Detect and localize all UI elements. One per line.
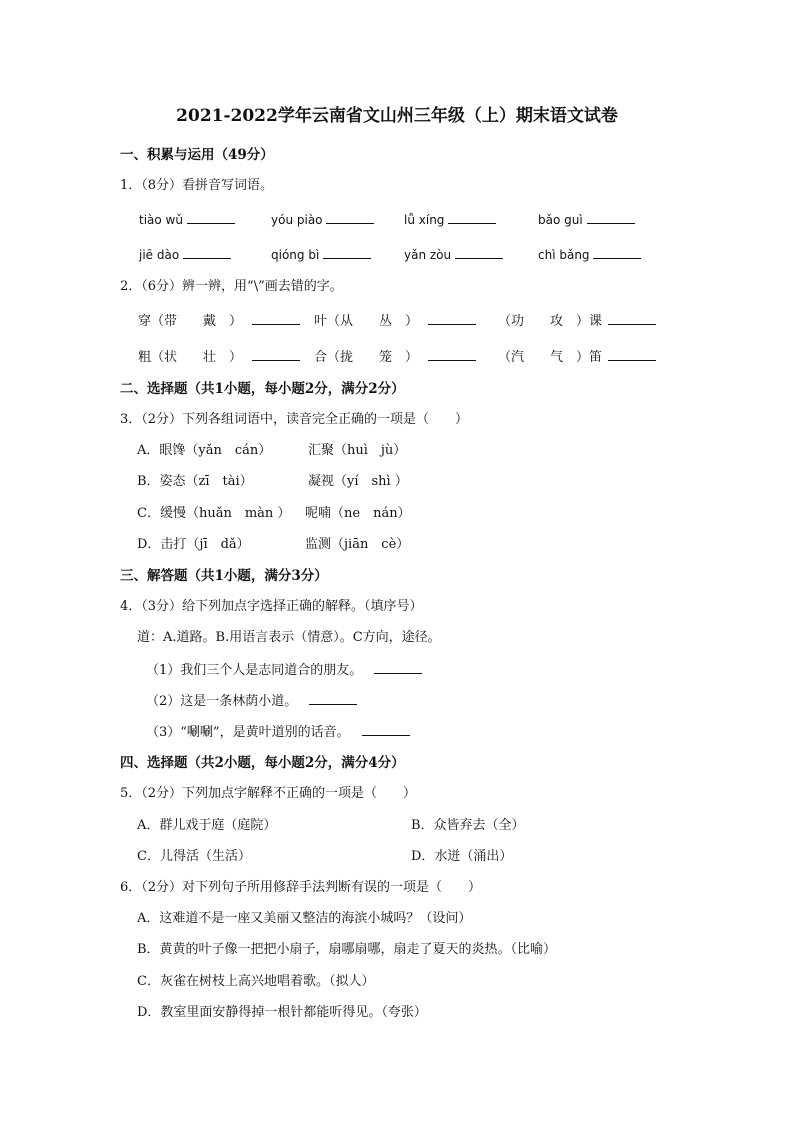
option-d-left[interactable]: D．击打（jī dǎ） xyxy=(137,537,250,552)
option-d-right: 监测（jiān cè） xyxy=(305,537,410,552)
char-choice-text: 叶（从 丛 ） xyxy=(314,314,419,329)
char-choice-text: （汽 气 ）笛 xyxy=(498,350,603,365)
answer-blank[interactable] xyxy=(608,346,656,361)
option-c[interactable]: C．儿得活（生活） xyxy=(137,849,251,864)
option-c-left[interactable]: C．缓慢（huǎn màn ） xyxy=(137,506,291,521)
char-choice-item xyxy=(498,346,656,368)
option-b-right: 凝视（yí shì ） xyxy=(308,474,408,489)
pinyin-text: jiē dào xyxy=(139,248,180,262)
question-4-stem: 4．（3分）给下列加点字选择正确的解释。（填序号） xyxy=(120,599,423,614)
option-c[interactable]: C．灰雀在树枝上高兴地唱着歌。（拟人） xyxy=(137,974,375,989)
pinyin-text: chì bǎng xyxy=(538,248,590,262)
answer-blank[interactable] xyxy=(183,244,231,259)
fill-item xyxy=(146,659,422,681)
char-choice-item xyxy=(138,346,300,368)
pinyin-item xyxy=(139,209,235,230)
option-a[interactable]: A．群儿戏于庭（庭院） xyxy=(137,818,277,833)
section-heading-4: 四、选择题（共2小题，每小题2分，满分4分） xyxy=(120,755,405,771)
fill-item-text: （1）我们三个人是志同道合的朋友。 xyxy=(146,663,363,678)
question-1-stem: 1．（8分）看拼音写词语。 xyxy=(120,178,274,193)
fill-item xyxy=(146,721,410,743)
answer-blank[interactable] xyxy=(326,209,374,224)
option-d[interactable]: D．教室里面安静得掉一根针都能听得见。（夸张） xyxy=(137,1005,427,1020)
pinyin-item xyxy=(404,244,503,265)
pinyin-item xyxy=(271,244,371,265)
option-c-right: 呢喃（ne nán） xyxy=(305,506,411,521)
option-a[interactable]: A．这难道不是一座又美丽又整洁的海滨小城吗？（设问） xyxy=(137,911,472,926)
pinyin-item xyxy=(538,209,635,230)
answer-blank[interactable] xyxy=(593,244,641,259)
pinyin-text: tiào wǔ xyxy=(139,213,183,227)
char-choice-text: 粗（状 壮 ） xyxy=(138,350,243,365)
pinyin-item xyxy=(271,209,374,230)
answer-blank[interactable] xyxy=(252,346,300,361)
char-choice-item xyxy=(314,346,476,368)
option-b[interactable]: B．众皆弃去（全） xyxy=(411,818,525,833)
answer-blank[interactable] xyxy=(374,659,422,674)
fill-item xyxy=(146,690,357,712)
pinyin-text: bǎo guì xyxy=(538,213,583,227)
section-heading-1: 一、积累与运用（49分） xyxy=(120,147,274,163)
answer-blank[interactable] xyxy=(309,690,357,705)
section-heading-3: 三、解答题（共1小题，满分3分） xyxy=(120,568,328,584)
char-choice-text: 穿（带 戴 ） xyxy=(138,314,243,329)
pinyin-text: yóu piào xyxy=(271,213,323,227)
answer-blank[interactable] xyxy=(323,244,371,259)
pinyin-item xyxy=(139,244,231,265)
char-choice-text: 合（拢 笼 ） xyxy=(314,350,419,365)
answer-blank[interactable] xyxy=(455,244,503,259)
option-b[interactable]: B．黄黄的叶子像一把把小扇子，扇哪扇哪，扇走了夏天的炎热。（比喻） xyxy=(137,942,557,957)
pinyin-text: yǎn zòu xyxy=(404,248,452,262)
answer-blank[interactable] xyxy=(608,310,656,325)
answer-blank[interactable] xyxy=(252,310,300,325)
answer-blank[interactable] xyxy=(362,721,410,736)
answer-blank[interactable] xyxy=(187,209,235,224)
section-heading-2: 二、选择题（共1小题，每小题2分，满分2分） xyxy=(120,381,405,397)
option-a-left[interactable]: A．眼馋（yǎn cán） xyxy=(137,443,272,458)
option-d[interactable]: D．水迸（涌出） xyxy=(411,849,513,864)
pinyin-item xyxy=(538,244,641,265)
question-2-stem: 2．（6分）辨一辨，用“\”画去错的字。 xyxy=(120,279,343,294)
answer-blank[interactable] xyxy=(448,209,496,224)
char-choice-item xyxy=(314,310,476,332)
char-choice-item xyxy=(498,310,656,332)
pinyin-item xyxy=(404,209,496,230)
char-choice-text: （功 攻 ）课 xyxy=(498,314,603,329)
answer-blank[interactable] xyxy=(587,209,635,224)
page-title: 2021-2022学年云南省文山州三年级（上）期末语文试卷 xyxy=(176,106,618,126)
fill-item-text: （2）这是一条林荫小道。 xyxy=(146,694,298,709)
question-5-stem: 5．（2分）下列加点字解释不正确的一项是（ ） xyxy=(120,786,417,801)
answer-blank[interactable] xyxy=(428,346,476,361)
char-choice-item xyxy=(138,310,300,332)
pinyin-text: lǚ xíng xyxy=(404,213,445,227)
fill-item-text: （3）“唰唰”，是黄叶道别的话音。 xyxy=(146,725,350,740)
option-a-right: 汇聚（huì jù） xyxy=(308,443,407,458)
question-3-stem: 3．（2分）下列各组词语中，读音完全正确的一项是（ ） xyxy=(120,412,469,427)
definition-line: 道：A.道路。B.用语言表示（情意）。C方向，途径。 xyxy=(137,630,441,645)
answer-blank[interactable] xyxy=(428,310,476,325)
option-b-left[interactable]: B．姿态（zī tài） xyxy=(137,474,253,489)
pinyin-text: qióng bì xyxy=(271,248,320,262)
question-6-stem: 6．（2分）对下列句子所用修辞手法判断有误的一项是（ ） xyxy=(120,880,482,895)
